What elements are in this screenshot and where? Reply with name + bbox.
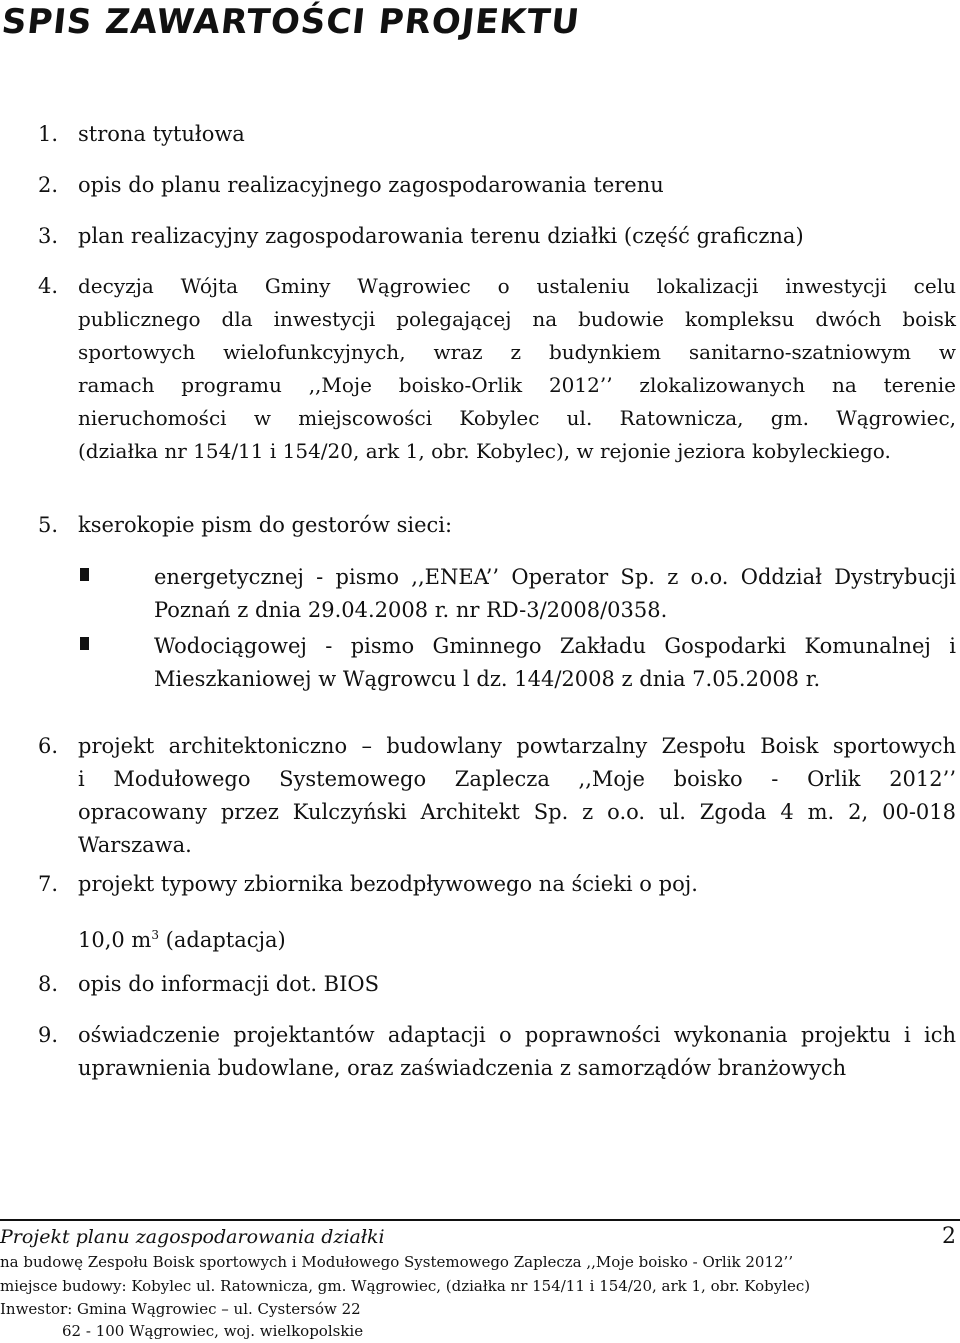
square-bullet-icon <box>80 637 89 650</box>
footer-line: na budowę Zespołu Boisk sportowych i Modułowego Systemowego Zaplecza ,,Moje boisko - Orlik 2012’’ <box>0 1253 794 1271</box>
item-number: 5. <box>38 513 59 537</box>
item-text-line: i Modułowego Systemowego Zaplecza ,,Moje boisko - Orlik 2012’’ <box>78 767 956 791</box>
item-text-line: (działka nr 154/11 i 154/20, ark 1, obr. Kobylec), w rejonie jeziora kobyleckiego. <box>78 439 891 463</box>
item-text: opis do informacji dot. BIOS <box>78 972 380 996</box>
item-text: kserokopie pism do gestorów sieci: <box>78 513 453 537</box>
footer-title: Projekt planu zagospodarowania działki <box>0 1226 385 1248</box>
footer-line: 62 - 100 Wągrowiec, woj. wielkopolskie <box>62 1322 364 1340</box>
item-number: 8. <box>38 972 59 996</box>
item-number: 2. <box>38 173 59 197</box>
item-number: 1. <box>38 122 59 146</box>
item-text: plan realizacyjny zagospodarowania terenu działki (część graficzna) <box>78 224 804 248</box>
item-text-line: ramach programu ,,Moje boisko-Orlik 2012’’ zlokalizowanych na terenie <box>78 373 956 397</box>
document-title: SPIS ZAWARTOŚCI PROJEKTU <box>0 2 582 42</box>
item-text-line: decyzja Wójta Gminy Wągrowiec o ustaleniu lokalizacji inwestycji celu <box>78 274 956 298</box>
sub-item-text-line: Poznań z dnia 29.04.2008 r. nr RD-3/2008/0358. <box>154 598 668 622</box>
square-bullet-icon <box>80 568 89 581</box>
item-text: strona tytułowa <box>78 122 245 146</box>
item-number: 7. <box>38 872 59 896</box>
page-number: 2 <box>942 1224 956 1249</box>
item-text-line: sportowych wielofunkcyjnych, wraz z budynkiem sanitarno-szatniowym w <box>78 340 956 364</box>
item-text-line: projekt architektoniczno – budowlany powtarzalny Zespołu Boisk sportowych <box>78 734 956 758</box>
item-text-line: oświadczenie projektantów adaptacji o poprawności wykonania projektu i ich <box>78 1023 956 1047</box>
item-text: projekt typowy zbiornika bezodpływowego na ścieki o poj. <box>78 872 698 896</box>
sub-item-text-line: energetycznej - pismo ,,ENEA’’ Operator Sp. z o.o. Oddział Dystrybucji <box>154 565 956 589</box>
capacity-exponent: 3 <box>151 928 159 942</box>
sub-item-text-line: Wodociągowej - pismo Gminnego Zakładu Gospodarki Komunalnej i <box>154 634 956 658</box>
footer-line: miejsce budowy: Kobylec ul. Ratownicza, gm. Wągrowiec, (działka nr 154/11 i 154/20, ark 1, obr. Kobylec) <box>0 1277 811 1295</box>
footer-divider <box>0 1219 960 1221</box>
item-number: 3. <box>38 224 59 248</box>
footer-line: Inwestor: Gmina Wągrowiec – ul. Cystersów 22 <box>0 1300 361 1318</box>
footer-header <box>0 1226 960 1248</box>
item-text-line: publicznego dla inwestycji polegającej na budowie kompleksu dwóch boisk <box>78 307 956 331</box>
item-number: 9. <box>38 1023 59 1047</box>
item-text-line: uprawnienia budowlane, oraz zaświadczenia z samorządów branżowych <box>78 1056 847 1080</box>
item-text-line: Warszawa. <box>78 833 192 857</box>
item-text: opis do planu realizacyjnego zagospodarowania terenu <box>78 173 664 197</box>
sub-item-text-line: Mieszkaniowej w Wągrowcu l dz. 144/2008 z dnia 7.05.2008 r. <box>154 667 821 691</box>
capacity-value: 10,0 m <box>78 928 152 952</box>
capacity-suffix: (adaptacja) <box>159 928 286 952</box>
item-number: 6. <box>38 734 59 758</box>
item-text-line: opracowany przez Kulczyński Architekt Sp. z o.o. ul. Zgoda 4 m. 2, 00-018 <box>78 800 956 824</box>
item-text-line: nieruchomości w miejscowości Kobylec ul. Ratownicza, gm. Wągrowiec, <box>78 406 956 430</box>
item-number: 4. <box>38 274 59 298</box>
